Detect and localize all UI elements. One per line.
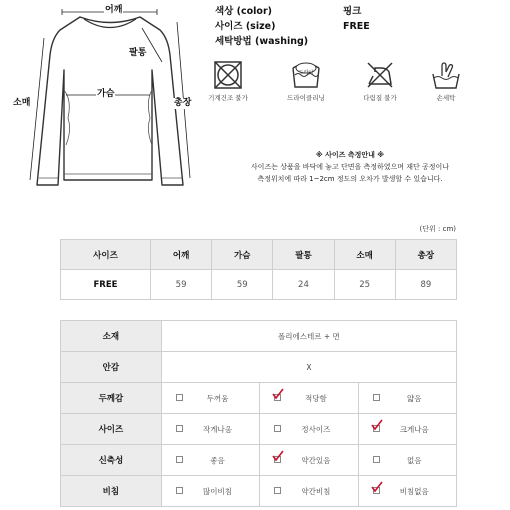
care-label: 기계건조 불가 (208, 94, 248, 102)
chest-dimension-label: 가슴 (97, 89, 115, 99)
attribute-option (260, 476, 358, 507)
attribute-row-lining (61, 352, 457, 383)
option-label: 비침없음 (399, 486, 429, 496)
size-cell: FREE (61, 270, 151, 300)
attribute-option (358, 414, 456, 445)
attribute-option (260, 383, 358, 414)
size-table-header: 팔통 (273, 240, 334, 270)
spec-label: 세탁방법 (washing) (215, 36, 309, 47)
hand-wash-icon (430, 60, 462, 90)
care-instructions (198, 60, 498, 125)
attribute-option (161, 414, 259, 445)
sleeve-length-dimension-label: 소매 (13, 98, 31, 108)
attribute-row-fit (61, 414, 457, 445)
size-table-header: 사이즈 (61, 240, 151, 270)
size-cell: 59 (150, 270, 211, 300)
checkbox (373, 394, 380, 401)
attribute-option (161, 445, 259, 476)
option-label: 좋음 (210, 455, 225, 465)
checkmark-icon (271, 388, 285, 400)
attribute-option (358, 383, 456, 414)
attribute-row-stretch (61, 445, 457, 476)
attribute-option (260, 414, 358, 445)
spec-label: 색상 (color) (215, 6, 272, 17)
checkbox (176, 456, 183, 463)
option-label: 약간비침 (301, 486, 331, 496)
total-length-dimension-label: 총장 (174, 98, 192, 108)
size-notice (200, 149, 500, 185)
attribute-row-sheerness (61, 476, 457, 507)
unit-label: (단위 : cm) (419, 225, 456, 233)
checkmark-icon (370, 419, 384, 431)
size-cell: 59 (212, 270, 273, 300)
care-item-no-iron (350, 60, 410, 102)
checkmark-icon (271, 450, 285, 462)
sleeve-width-dimension-label: 팔통 (129, 48, 147, 58)
notice-line: 사이즈는 상품을 바닥에 놓고 단면을 측정하였으며 재단 공정이나 (250, 163, 450, 171)
size-table-header: 가슴 (212, 240, 273, 270)
checkbox (176, 487, 183, 494)
attribute-value: 폴리에스테르 + 면 (161, 321, 456, 352)
size-table-header: 소매 (334, 240, 395, 270)
spec-value: FREE (343, 21, 370, 32)
option-label: 없음 (407, 455, 422, 465)
care-label: 손세탁 (436, 94, 456, 102)
attribute-value: X (161, 352, 456, 383)
care-item-dry-clean (276, 60, 336, 102)
attribute-label: 비침 (61, 476, 162, 507)
option-label: 약간있음 (301, 455, 331, 465)
spec-row-size (215, 19, 495, 34)
size-table-header: 어깨 (150, 240, 211, 270)
care-label: 드라이클리닝 (287, 94, 325, 102)
size-cell: 24 (273, 270, 334, 300)
attribute-label: 두께감 (61, 383, 162, 414)
attribute-label: 신축성 (61, 445, 162, 476)
checkbox (176, 394, 183, 401)
attribute-label: 소재 (61, 321, 162, 352)
spec-row-washing (215, 34, 495, 49)
size-table-header-row (61, 240, 457, 270)
attribute-row-material (61, 321, 457, 352)
attribute-row-thickness (61, 383, 457, 414)
attribute-option (161, 383, 259, 414)
option-label: 얇음 (407, 393, 422, 403)
no-iron-icon (365, 60, 395, 90)
care-item-hand-wash (416, 60, 476, 102)
notice-line: 측정위치에 따라 1~2cm 정도의 오차가 발생할 수 있습니다. (257, 175, 443, 183)
option-label: 크게나옴 (399, 424, 429, 434)
spec-value: 핑크 (343, 6, 362, 17)
dry-clean-icon-text: 드라이 (298, 70, 314, 76)
garment-illustration (0, 0, 200, 200)
attribute-label: 사이즈 (61, 414, 162, 445)
checkbox (176, 425, 183, 432)
attribute-option (358, 476, 456, 507)
option-label: 정사이즈 (301, 424, 331, 434)
size-table (60, 239, 457, 300)
option-label: 작게나옴 (202, 424, 232, 434)
care-label: 다림질 불가 (363, 94, 397, 102)
shoulder-dimension-label: 어깨 (105, 5, 123, 15)
size-cell: 25 (334, 270, 395, 300)
attribute-label: 안감 (61, 352, 162, 383)
no-tumble-dry-icon (213, 60, 243, 90)
option-label: 많이비침 (202, 486, 232, 496)
checkmark-icon (370, 481, 384, 493)
care-item-no-tumble-dry (198, 60, 258, 102)
option-label: 두꺼움 (206, 393, 229, 403)
size-table-header: 총장 (395, 240, 456, 270)
spec-label: 사이즈 (size) (215, 21, 276, 32)
attribute-table (60, 320, 457, 507)
product-spec (215, 4, 495, 49)
spec-row-color (215, 4, 495, 19)
attribute-option (358, 445, 456, 476)
attribute-option (161, 476, 259, 507)
checkbox (373, 456, 380, 463)
table-row (61, 270, 457, 300)
option-label: 적당함 (305, 393, 327, 403)
attribute-option (260, 445, 358, 476)
checkbox (274, 425, 281, 432)
notice-title: ※ 사이즈 측정안내 ※ (315, 151, 385, 159)
size-cell: 89 (395, 270, 456, 300)
checkbox (274, 487, 281, 494)
